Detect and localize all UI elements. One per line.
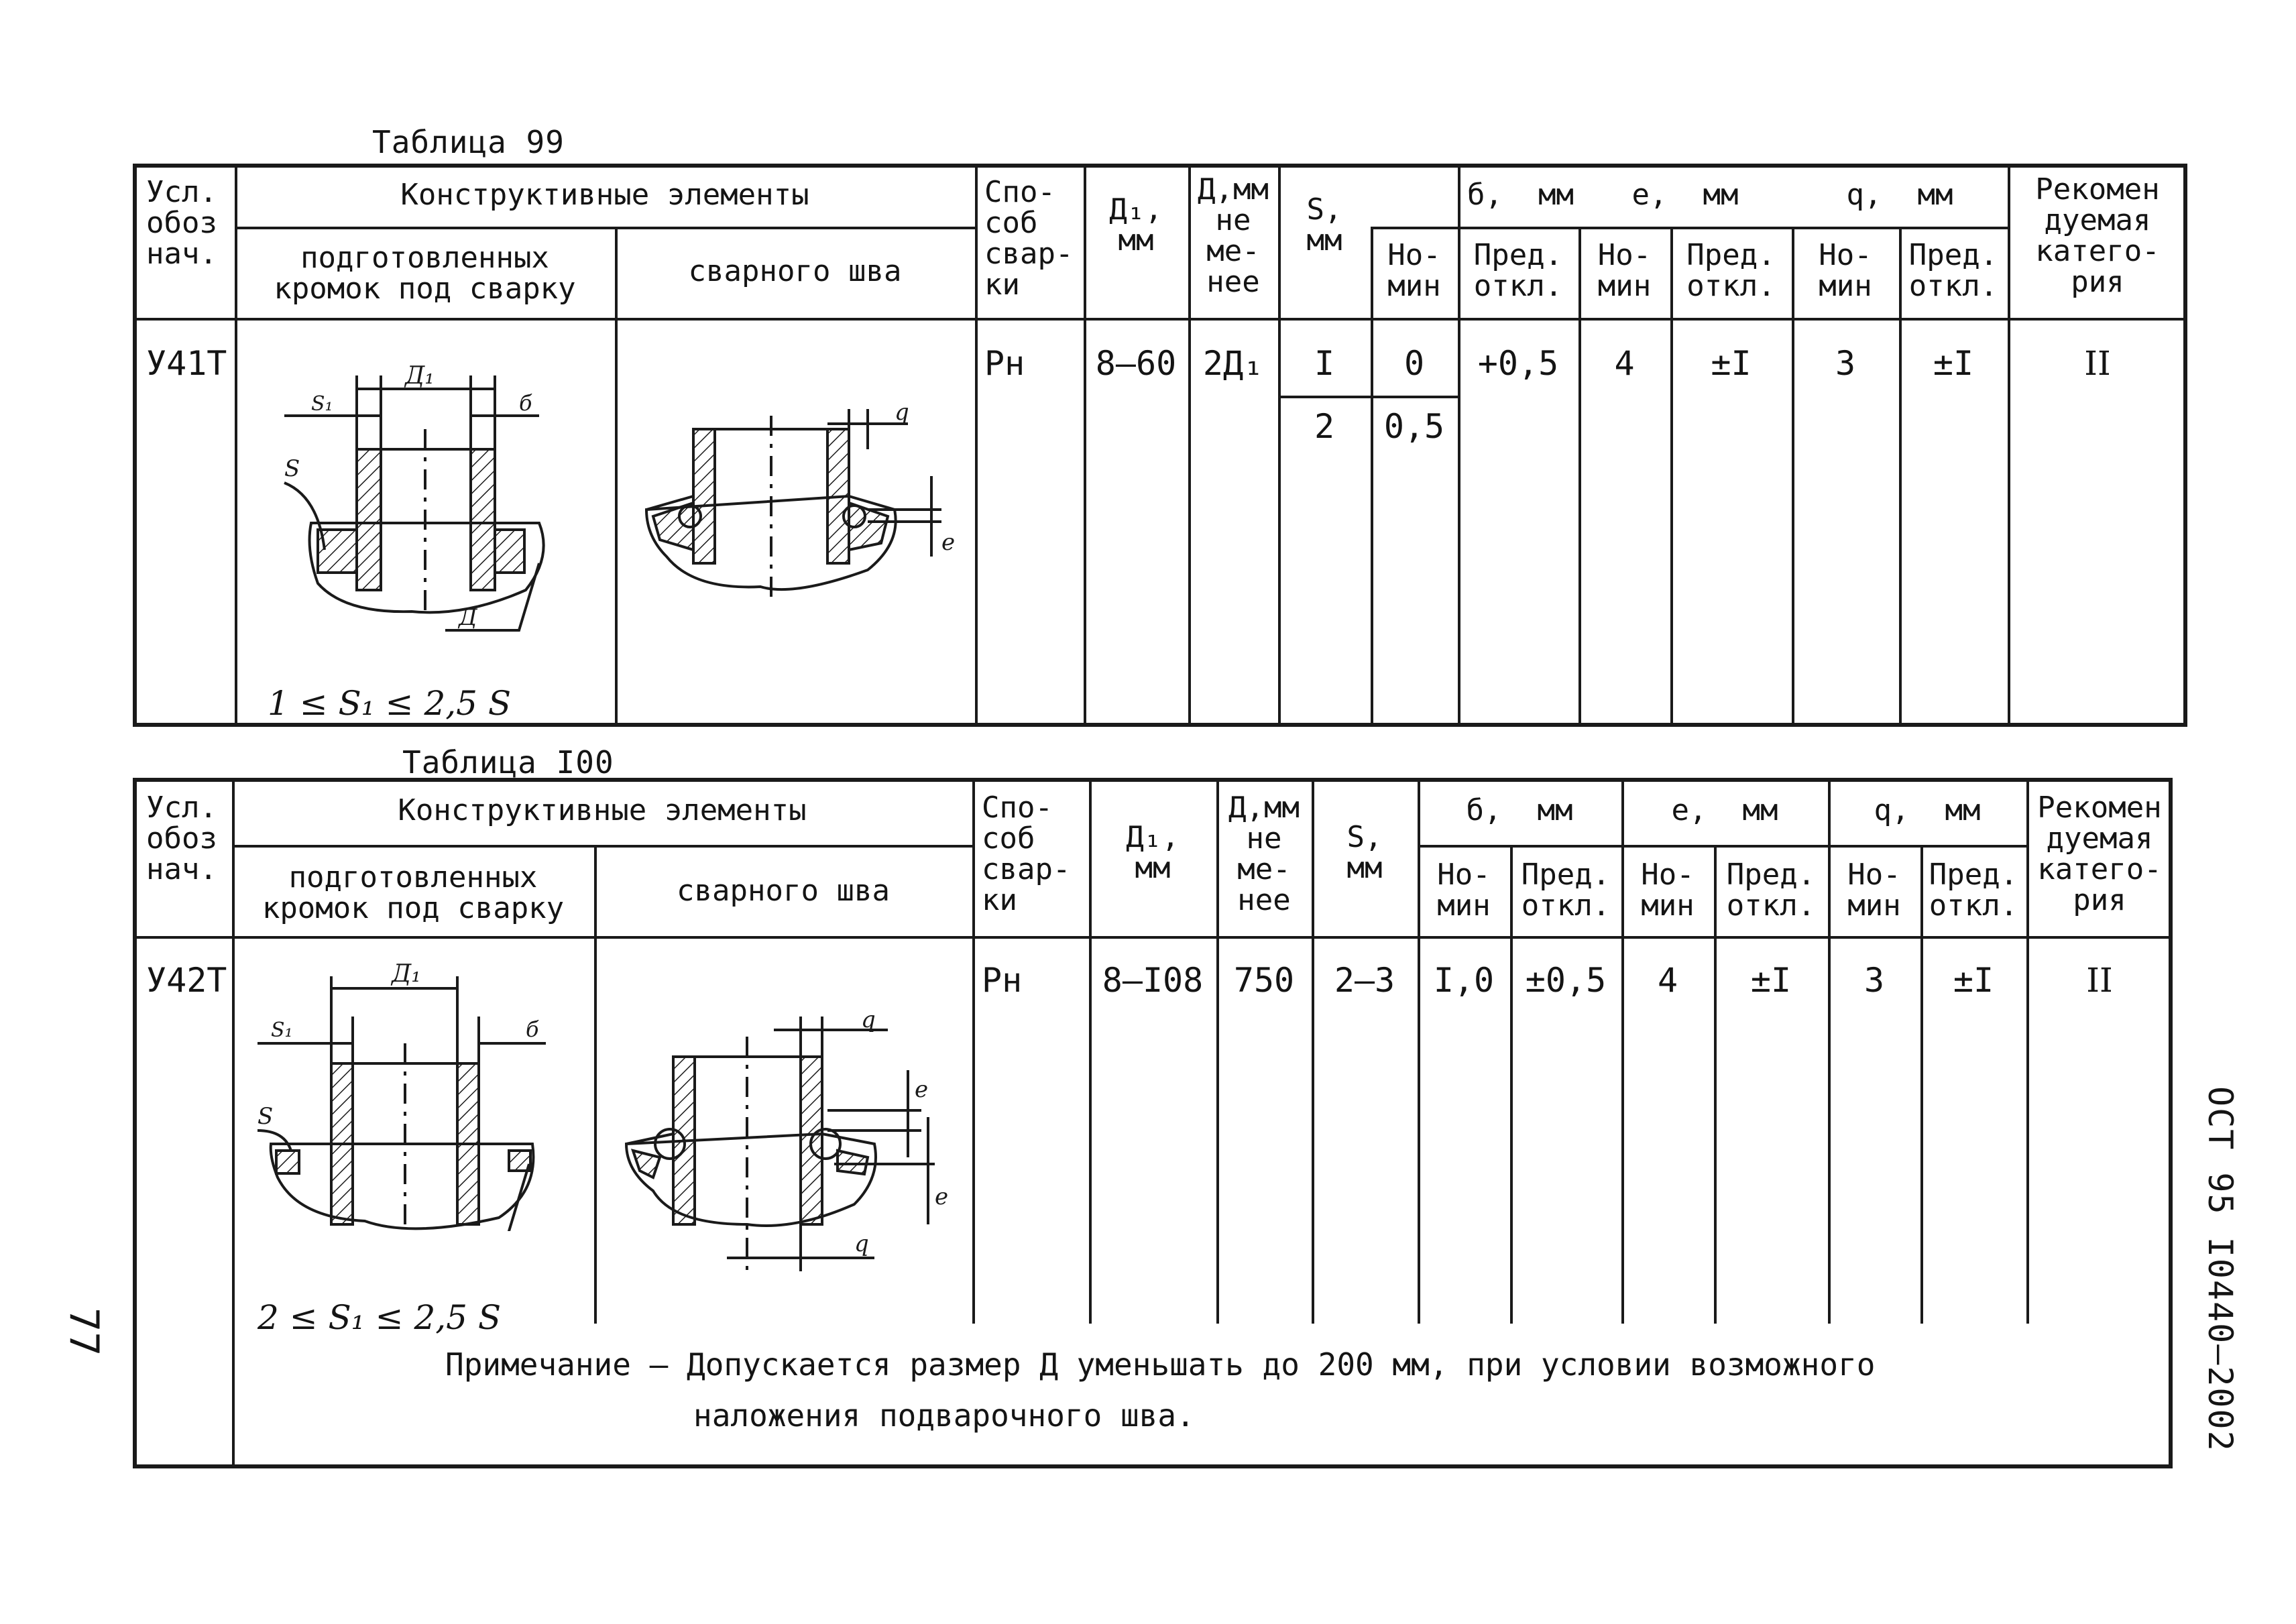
svg-text:Д₁: Д₁	[392, 960, 421, 988]
svg-text:е: е	[941, 529, 956, 556]
header-svarn: сварного шва	[677, 874, 890, 908]
header-podg: подготовленных кромок под сварку	[274, 241, 576, 306]
row-s-2: 2	[1314, 407, 1335, 446]
row-rek: II	[2084, 344, 2111, 383]
table-100-caption: Таблица I00	[402, 744, 614, 780]
row-e-nom: 4	[1657, 961, 1678, 1000]
row-b-nom: I,0	[1433, 961, 1495, 1000]
header-q-nom: Но- мин	[1847, 858, 1901, 923]
header-q: q, мм	[1846, 178, 1953, 212]
svg-text:S: S	[257, 1103, 274, 1130]
svg-text:S₁: S₁	[311, 392, 333, 416]
row-d: 2Д₁	[1202, 344, 1264, 383]
header-e-nom: Но- мин	[1641, 858, 1695, 923]
header-e: е, мм	[1631, 178, 1739, 212]
row-d1: 8–I08	[1102, 961, 1204, 1000]
header-e: е, мм	[1671, 793, 1778, 827]
header-usl: Усл. обоз нач.	[146, 175, 217, 271]
header-e-pred: Пред. откл.	[1726, 858, 1816, 923]
svg-text:Д: Д	[459, 604, 477, 631]
svg-text:е: е	[935, 1183, 949, 1210]
table-99-caption: Таблица 99	[372, 124, 565, 160]
row-usl: У41Т	[146, 344, 227, 383]
row-q-nom: 3	[1835, 344, 1856, 383]
row-b-pred: +0,5	[1477, 344, 1559, 383]
svg-text:q: q	[861, 1006, 876, 1033]
svg-text:е: е	[915, 1076, 929, 1103]
header-b: б, мм	[1466, 793, 1573, 827]
header-sposob: Спо- соб свар- ки	[984, 175, 1074, 302]
header-b-pred: Пред. откл.	[1521, 858, 1611, 923]
row-b-nom-1: 0	[1403, 344, 1425, 383]
header-q-nom: Но- мин	[1819, 238, 1872, 303]
header-rek: Рекомен дуемая катего- рия	[2037, 791, 2162, 917]
header-podg: подготовленных кромок под сварку	[262, 860, 565, 925]
weld-sketch	[606, 1003, 968, 1285]
row-usl: У42Т	[146, 961, 227, 1000]
svg-text:б: б	[526, 1017, 539, 1042]
svg-text:S₁: S₁	[271, 1019, 293, 1042]
header-s: S, мм	[1306, 192, 1342, 257]
row-q-pred: ±I	[1953, 961, 1994, 1000]
header-s: S, мм	[1346, 820, 1383, 885]
header-e-nom: Но- мин	[1597, 238, 1652, 303]
row-d: 750	[1233, 961, 1295, 1000]
header-svarn: сварного шва	[688, 254, 902, 288]
condition-text: 1 ≤ S₁ ≤ 2,5 S	[268, 684, 512, 723]
row-q-pred: ±I	[1933, 344, 1974, 383]
row-s-1: I	[1314, 344, 1335, 383]
header-konstr: Конструктивные элементы	[400, 178, 809, 212]
condition-text: 2 ≤ S₁ ≤ 2,5 S	[257, 1298, 502, 1337]
row-s: 2–3	[1334, 961, 1395, 1000]
header-b: б, мм	[1467, 178, 1574, 212]
svg-text:Д₁: Д₁	[405, 362, 435, 390]
row-sposob: Рн	[984, 344, 1025, 383]
row-e-pred: ±I	[1711, 344, 1752, 383]
edge-preparation-sketch	[244, 949, 593, 1231]
row-d1: 8–60	[1095, 344, 1177, 383]
header-konstr: Конструктивные элементы	[398, 793, 807, 827]
header-b-pred: Пред. откл.	[1473, 238, 1563, 303]
header-d: Д,мм не ме- нее	[1198, 172, 1269, 299]
header-q: q, мм	[1874, 793, 1981, 827]
row-e-nom: 4	[1614, 344, 1635, 383]
header-e-pred: Пред. откл.	[1686, 238, 1776, 303]
row-sposob: Рн	[982, 961, 1023, 1000]
edge-preparation-sketch	[244, 349, 620, 650]
header-d: Д,мм не ме- нее	[1228, 791, 1300, 917]
header-d1: Д₁, мм	[1109, 192, 1163, 257]
svg-text:q: q	[895, 399, 909, 426]
header-usl: Усл. обоз нач.	[146, 791, 217, 886]
svg-text:б: б	[519, 390, 532, 416]
row-q-nom: 3	[1863, 961, 1885, 1000]
header-rek: Рекомен дуемая катего- рия	[2035, 172, 2160, 299]
row-b-pred: ±0,5	[1525, 961, 1607, 1000]
row-rek: II	[2086, 961, 2113, 1000]
header-b-nom: Но- мин	[1437, 858, 1491, 923]
row-e-pred: ±I	[1750, 961, 1792, 1000]
header-sposob: Спо- соб свар- ки	[982, 791, 1071, 917]
svg-text:S: S	[284, 455, 300, 482]
page-number: 77	[60, 1308, 107, 1356]
note-line-1: Примечание – Допускается размер Д уменьшать до 200 мм, при условии возможного	[445, 1346, 1876, 1383]
header-q-pred: Пред. откл.	[1929, 858, 2018, 923]
note-line-2: наложения подварочного шва.	[693, 1397, 1195, 1434]
weld-sketch	[626, 396, 968, 610]
table-100	[133, 778, 2173, 1468]
header-b-nom: Но- мин	[1387, 238, 1441, 303]
header-d1: Д₁, мм	[1126, 820, 1180, 885]
document-code: ОСТ 95 I0440–2002	[2201, 1086, 2240, 1452]
table-99	[133, 164, 2187, 727]
svg-text:q: q	[854, 1230, 869, 1257]
header-q-pred: Пред. откл.	[1908, 238, 1998, 303]
row-b-nom-2: 0,5	[1383, 407, 1445, 446]
